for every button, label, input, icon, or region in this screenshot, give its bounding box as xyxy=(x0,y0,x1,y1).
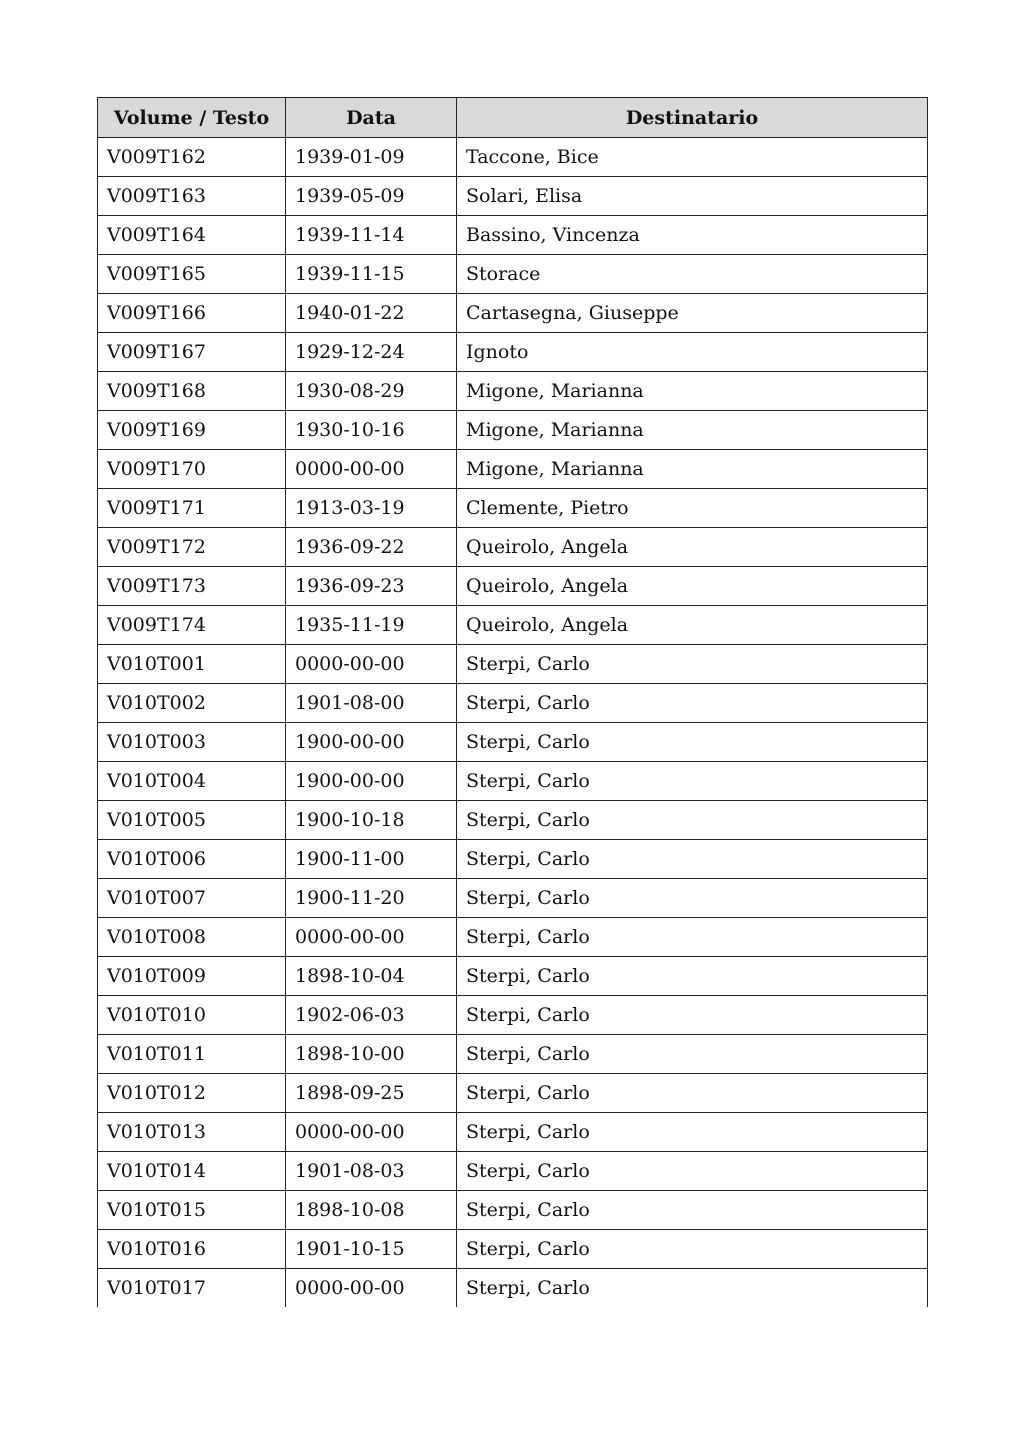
document-page xyxy=(97,97,927,1307)
cell-recipient: Migone, Marianna xyxy=(457,450,928,489)
cell-date: 0000-00-00 xyxy=(286,450,457,489)
cell-date: 1898-10-00 xyxy=(286,1035,457,1074)
cell-volume: V010T015 xyxy=(98,1191,286,1230)
cell-volume: V010T007 xyxy=(98,879,286,918)
cell-volume: V009T173 xyxy=(98,567,286,606)
cell-date: 1930-10-16 xyxy=(286,411,457,450)
cell-recipient: Migone, Marianna xyxy=(457,411,928,450)
table-row xyxy=(98,606,928,645)
cell-date: 1900-11-00 xyxy=(286,840,457,879)
cell-date: 1900-10-18 xyxy=(286,801,457,840)
header-row xyxy=(98,98,928,138)
cell-recipient: Storace xyxy=(457,255,928,294)
cell-volume: V010T011 xyxy=(98,1035,286,1074)
cell-recipient: Clemente, Pietro xyxy=(457,489,928,528)
table-row xyxy=(98,957,928,996)
table-row xyxy=(98,801,928,840)
table-row xyxy=(98,1074,928,1113)
table-row xyxy=(98,918,928,957)
cell-recipient: Sterpi, Carlo xyxy=(457,723,928,762)
cell-recipient: Sterpi, Carlo xyxy=(457,1113,928,1152)
cell-recipient: Sterpi, Carlo xyxy=(457,879,928,918)
table-row xyxy=(98,567,928,606)
table-row xyxy=(98,138,928,177)
cell-recipient: Sterpi, Carlo xyxy=(457,1152,928,1191)
cell-recipient: Sterpi, Carlo xyxy=(457,1191,928,1230)
cell-recipient: Sterpi, Carlo xyxy=(457,1035,928,1074)
cell-date: 1898-10-08 xyxy=(286,1191,457,1230)
cell-date: 1936-09-23 xyxy=(286,567,457,606)
cell-volume: V009T170 xyxy=(98,450,286,489)
cell-volume: V010T005 xyxy=(98,801,286,840)
table-row xyxy=(98,684,928,723)
cell-recipient: Taccone, Bice xyxy=(457,138,928,177)
cell-recipient: Queirolo, Angela xyxy=(457,606,928,645)
cell-volume: V009T172 xyxy=(98,528,286,567)
cell-date: 1939-01-09 xyxy=(286,138,457,177)
column-header-date: Data xyxy=(286,98,457,138)
cell-recipient: Sterpi, Carlo xyxy=(457,996,928,1035)
cell-volume: V010T004 xyxy=(98,762,286,801)
table-row xyxy=(98,996,928,1035)
cell-volume: V009T164 xyxy=(98,216,286,255)
table-row xyxy=(98,840,928,879)
cell-date: 1901-08-00 xyxy=(286,684,457,723)
cell-recipient: Migone, Marianna xyxy=(457,372,928,411)
table-row xyxy=(98,1191,928,1230)
table-row xyxy=(98,1269,928,1308)
cell-recipient: Sterpi, Carlo xyxy=(457,684,928,723)
table-row xyxy=(98,294,928,333)
cell-volume: V010T017 xyxy=(98,1269,286,1308)
cell-volume: V009T171 xyxy=(98,489,286,528)
cell-recipient: Queirolo, Angela xyxy=(457,567,928,606)
cell-volume: V010T006 xyxy=(98,840,286,879)
cell-date: 1900-00-00 xyxy=(286,723,457,762)
table-row xyxy=(98,333,928,372)
cell-volume: V010T008 xyxy=(98,918,286,957)
cell-date: 1900-11-20 xyxy=(286,879,457,918)
cell-date: 1939-11-15 xyxy=(286,255,457,294)
table-header xyxy=(98,98,928,138)
cell-date: 1901-10-15 xyxy=(286,1230,457,1269)
cell-date: 1930-08-29 xyxy=(286,372,457,411)
cell-volume: V009T168 xyxy=(98,372,286,411)
cell-date: 1898-10-04 xyxy=(286,957,457,996)
cell-recipient: Solari, Elisa xyxy=(457,177,928,216)
cell-volume: V010T002 xyxy=(98,684,286,723)
cell-volume: V010T013 xyxy=(98,1113,286,1152)
cell-recipient: Bassino, Vincenza xyxy=(457,216,928,255)
table-row xyxy=(98,450,928,489)
cell-volume: V009T167 xyxy=(98,333,286,372)
cell-volume: V009T162 xyxy=(98,138,286,177)
cell-date: 1940-01-22 xyxy=(286,294,457,333)
table-row xyxy=(98,645,928,684)
cell-date: 0000-00-00 xyxy=(286,918,457,957)
cell-date: 1913-03-19 xyxy=(286,489,457,528)
cell-date: 1939-11-14 xyxy=(286,216,457,255)
table-row xyxy=(98,1230,928,1269)
table-row xyxy=(98,723,928,762)
cell-date: 1901-08-03 xyxy=(286,1152,457,1191)
cell-volume: V010T014 xyxy=(98,1152,286,1191)
cell-volume: V010T016 xyxy=(98,1230,286,1269)
table-row xyxy=(98,372,928,411)
cell-volume: V009T169 xyxy=(98,411,286,450)
cell-recipient: Queirolo, Angela xyxy=(457,528,928,567)
cell-date: 1936-09-22 xyxy=(286,528,457,567)
cell-date: 0000-00-00 xyxy=(286,1269,457,1308)
cell-recipient: Sterpi, Carlo xyxy=(457,801,928,840)
cell-recipient: Sterpi, Carlo xyxy=(457,1230,928,1269)
table-row xyxy=(98,1152,928,1191)
cell-volume: V010T010 xyxy=(98,996,286,1035)
cell-date: 1900-00-00 xyxy=(286,762,457,801)
cell-volume: V009T166 xyxy=(98,294,286,333)
table-row xyxy=(98,216,928,255)
cell-recipient: Sterpi, Carlo xyxy=(457,762,928,801)
table-row xyxy=(98,528,928,567)
cell-recipient: Sterpi, Carlo xyxy=(457,1074,928,1113)
cell-recipient: Sterpi, Carlo xyxy=(457,918,928,957)
cell-date: 1898-09-25 xyxy=(286,1074,457,1113)
cell-volume: V009T163 xyxy=(98,177,286,216)
cell-recipient: Ignoto xyxy=(457,333,928,372)
column-header-volume: Volume / Testo xyxy=(98,98,286,138)
letters-table xyxy=(97,97,928,1307)
table-row xyxy=(98,489,928,528)
table-row xyxy=(98,1035,928,1074)
cell-recipient: Cartasegna, Giuseppe xyxy=(457,294,928,333)
table-body xyxy=(98,138,928,1308)
cell-recipient: Sterpi, Carlo xyxy=(457,957,928,996)
column-header-recipient: Destinatario xyxy=(457,98,928,138)
table-row xyxy=(98,762,928,801)
cell-date: 0000-00-00 xyxy=(286,1113,457,1152)
cell-recipient: Sterpi, Carlo xyxy=(457,645,928,684)
cell-recipient: Sterpi, Carlo xyxy=(457,1269,928,1308)
table-row xyxy=(98,411,928,450)
cell-volume: V010T012 xyxy=(98,1074,286,1113)
table-row xyxy=(98,255,928,294)
table-row xyxy=(98,177,928,216)
cell-date: 1935-11-19 xyxy=(286,606,457,645)
cell-volume: V010T003 xyxy=(98,723,286,762)
cell-volume: V010T009 xyxy=(98,957,286,996)
cell-recipient: Sterpi, Carlo xyxy=(457,840,928,879)
cell-date: 1939-05-09 xyxy=(286,177,457,216)
table-row xyxy=(98,879,928,918)
cell-date: 1929-12-24 xyxy=(286,333,457,372)
cell-volume: V009T174 xyxy=(98,606,286,645)
cell-date: 1902-06-03 xyxy=(286,996,457,1035)
table-row xyxy=(98,1113,928,1152)
cell-date: 0000-00-00 xyxy=(286,645,457,684)
cell-volume: V009T165 xyxy=(98,255,286,294)
cell-volume: V010T001 xyxy=(98,645,286,684)
